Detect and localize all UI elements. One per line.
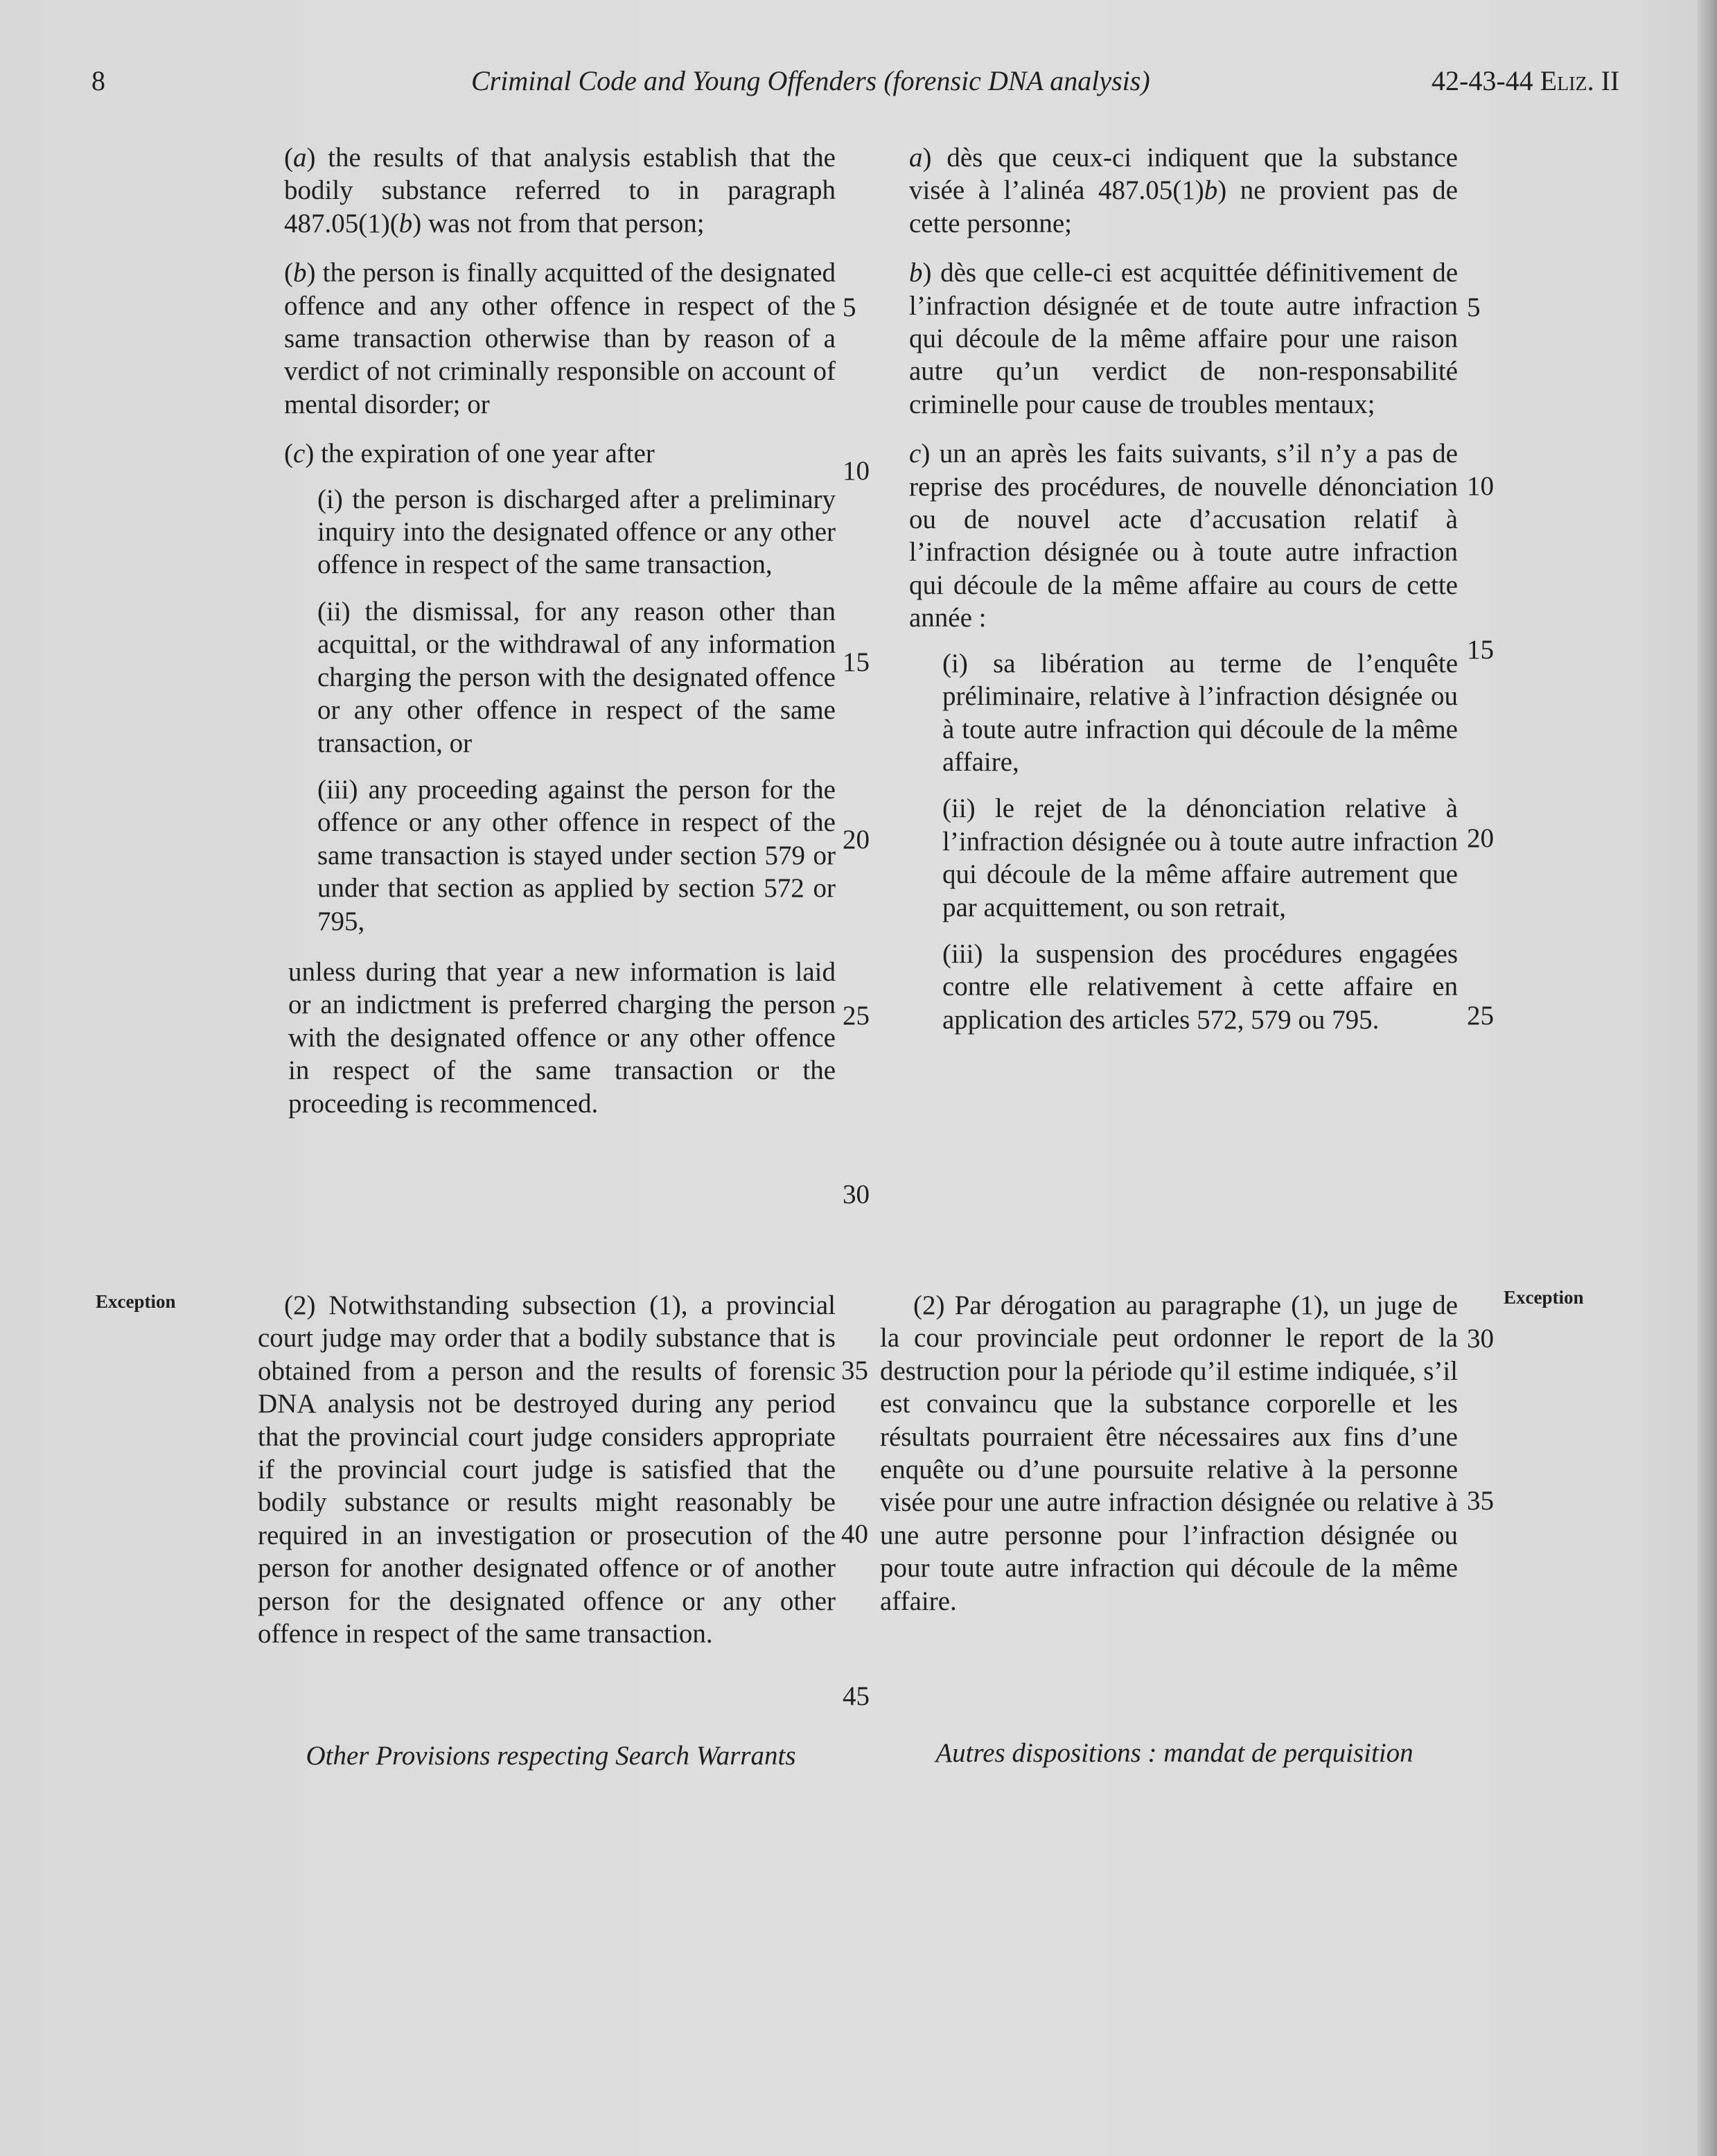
fr-paragraph-a — [909, 141, 1458, 240]
regnal-session — [1432, 64, 1619, 98]
line-number: 10 — [843, 456, 870, 486]
en-b-label: b — [293, 258, 307, 288]
line-number: 45 — [843, 1681, 870, 1711]
line-number: 25 — [1467, 1001, 1494, 1031]
fr-a-label: a — [909, 143, 923, 173]
en-b-text: the person is finally acquitted of the designated offence and any other offence in respect of the same transaction otherwise than by reason of a verdict of not criminally responsible on account of mental disorder; or — [284, 258, 836, 419]
en-c-text: the expiration of one year after — [321, 439, 655, 469]
line-number: 5 — [843, 292, 856, 322]
fr-section-heading: Autres dispositions : mandat de perquisition — [935, 1738, 1414, 1768]
fr-subparagraph-i: (i) sa libération au terme de l’enquête préliminaire, relative à l’infraction désignée ou à toute autre infraction qui découle de la même affaire, — [942, 648, 1458, 777]
session-monarch: Eliz. II — [1540, 65, 1620, 96]
en-subparagraph-i: (i) the person is discharged after a preliminary inquiry into the designated offence or any other offence in respect of the same transaction, — [317, 484, 836, 580]
fr-subparagraph-iii: (iii) la suspension des procédures engagées contre elle relativement à cette affaire en application des articles 572, 579 ou 795. — [942, 938, 1458, 1035]
en-paragraph-c: (c) the expiration of one year after — [284, 439, 655, 469]
en-subparagraph-ii: (ii) the dismissal, for any reason other than acquittal, or the withdrawal of any information charging the person with the designated offence or any other offence in respect of the same transaction, or — [317, 596, 836, 758]
line-number: 20 — [843, 825, 870, 854]
page-number: 8 — [91, 65, 105, 96]
marginal-note-left: Exception — [96, 1291, 176, 1312]
line-number: 25 — [843, 1001, 870, 1031]
fr-subparagraph-ii: (ii) le rejet de la dénonciation relative à l’infraction désignée ou à toute autre infraction qui découle de la même affaire autrement que par acquittement, ou son retrait, — [942, 794, 1458, 922]
line-number: 15 — [1467, 635, 1494, 665]
line-number: 5 — [1467, 292, 1481, 322]
session-years: 42-43-44 — [1432, 65, 1540, 96]
fr-a-ref: b — [1204, 175, 1218, 206]
en-paragraph-b: (b) the person is finally acquitted of the designated offence and any other offence in respect of the same transaction otherwise than by reason of a verdict of not criminally responsible on account of mental disorder; or — [284, 258, 836, 419]
line-number: 35 — [1467, 1486, 1494, 1516]
fr-a-text: ) dès que ceux-ci indiquent que la substance visée à l’alinéa 487.05(1) — [909, 143, 1458, 206]
fr-c-text: ) un an après les faits suivants, s’il n’y a pas de reprise des procédures, de nouvelle dénonciation ou de nouvel acte d’accusation relatif à l’infraction désignée ou à toute autre infraction qui découle de la même affaire au cours de cette année : — [909, 439, 1458, 633]
running-title: Criminal Code and Young Offenders (forensic DNA analysis) — [471, 65, 1150, 96]
marginal-note-right: Exception — [1504, 1287, 1584, 1308]
en-subsection-2: (2) Notwithstanding subsection (1), a provincial court judge may order that a bodily substance that is obtained from a person and the results of forensic DNA analysis not be destroyed during any period that the provincial court judge considers appropriate if the provincial court judge is satisfied that the bodily substance or results might reasonably be required in an investigation or prosecution of the person for another designated offence or of another person for the designated offence or any other offence in respect of the same transaction. — [258, 1290, 836, 1649]
en-a-ref: b — [398, 208, 413, 238]
english-column — [284, 141, 836, 1120]
fr-subsection-2: (2) Par dérogation au paragraphe (1), un juge de la cour provinciale peut ordonner le report de la destruction pour la période qu’il estime indiquée, s’il est convaincu que la substance corporelle et les résultats pourraient être nécessaires aux fins d’une enquête ou d’une poursuite relative à la personne visée pour une autre infraction désignée ou relative à une autre personne pour l’infraction désignée ou pour toute autre infraction qui découle de la même affaire. — [880, 1290, 1458, 1616]
en-a-label: a — [293, 143, 307, 173]
en-paragraph-a: (a) the results of that analysis establish that the bodily substance referred to in paragraph 487.05(1)(b) was not from that person; — [284, 143, 836, 238]
line-number: 35 — [841, 1356, 868, 1385]
fr-b-label: b — [909, 258, 923, 288]
fr-c-label: c — [909, 439, 922, 469]
en-a-text: the results of that analysis establish that the bodily substance referred to in paragraph 487.05(1)( — [284, 143, 836, 238]
line-number: 40 — [841, 1519, 868, 1549]
line-number: 10 — [1467, 471, 1494, 501]
en-section-heading: Other Provisions respecting Search Warrants — [306, 1741, 796, 1771]
en-a-end: ) was not from that person; — [412, 208, 705, 238]
fr-b-text: ) dès que celle-ci est acquittée définitivement de l’infraction désignée et de toute autre infraction qui découle de la même affaire pour une raison autre qu’un verdict de non-responsabilité criminelle pour cause de troubles mentaux; — [909, 258, 1458, 419]
french-column — [909, 141, 1458, 1036]
en-subparagraph-iii: (iii) any proceeding against the person for the offence or any other offence in respect of the same transaction is stayed under section 579 or under that section as applied by section 572 or 795, — [317, 774, 836, 936]
page-edge — [1698, 0, 1717, 2156]
fr-paragraph-c — [909, 437, 1458, 634]
line-number: 30 — [843, 1180, 870, 1209]
line-number: 30 — [1467, 1324, 1494, 1353]
en-paragraph-c-tail: unless during that year a new information is laid or an indictment is preferred charging the person with the designated offence or any other offence in respect of the same transaction or the proceeding is recommenced. — [288, 956, 836, 1119]
fr-paragraph-b — [909, 256, 1458, 421]
en-c-label: c — [293, 439, 306, 469]
fr-a-end: ) ne provient pas de cette personne; — [909, 175, 1458, 238]
line-number: 15 — [843, 647, 870, 677]
line-number: 20 — [1467, 823, 1494, 853]
